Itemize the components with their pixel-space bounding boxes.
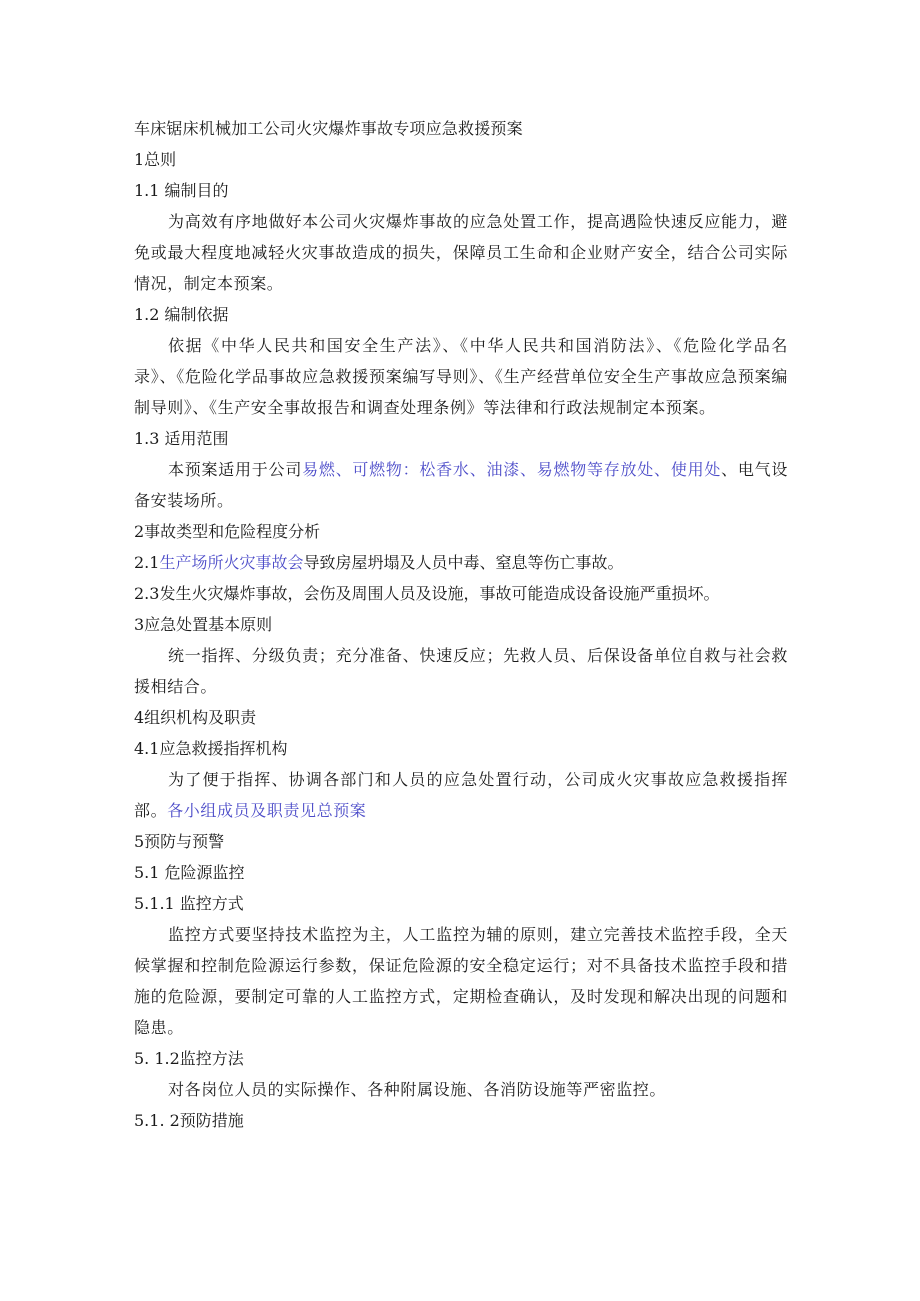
section-5-1-heading: 5.1 危险源监控	[134, 863, 245, 882]
item-2-3: 2.3发生火灾爆炸事故，会伤及周围人员及设施，事故可能造成设备设施严重损坏。	[134, 584, 720, 603]
section-2-heading: 2事故类型和危险程度分析	[134, 522, 321, 541]
scope-hazard-link[interactable]: 易燃、可燃物：松香水、油漆、易燃物等存放处、使用处	[302, 460, 722, 479]
section-3-heading: 3应急处置基本原则	[134, 615, 273, 634]
section-4-1-paragraph	[134, 764, 788, 826]
scope-text-suffix: 、电气设备安装场所。	[134, 460, 788, 510]
item-2-1-text: 导致房屋坍塌及人员中毒、窒息等伤亡事故。	[303, 553, 624, 572]
section-5-1-1-paragraph: 监控方式要坚持技术监控为主，人工监控为辅的原则，建立完善技术监控手段，全天候掌握和控制危险源运行参数，保证危险源的安全稳定运行；对不具备技术监控手段和措施的危险源，要制定可靠的人工监控方式，定期检查确认，及时发现和解决出现的问题和隐患。	[134, 925, 788, 1037]
team-members-link[interactable]: 各小组成员及职责见总预案	[167, 801, 367, 820]
section-5-1-2b-heading: 5.1. 2预防措施	[134, 1111, 244, 1130]
section-5-1-2-heading: 5. 1.2监控方法	[134, 1049, 244, 1068]
document-title: 车床锯床机械加工公司火灾爆炸事故专项应急救援预案	[134, 119, 523, 138]
section-1-3-paragraph	[134, 454, 788, 516]
section-4-1-heading: 4.1应急救援指挥机构	[134, 739, 288, 758]
section-3-paragraph: 统一指挥、分级负责；充分准备、快速反应；先救人员、后保设备单位自救与社会救援相结合。	[134, 646, 788, 696]
section-1-2-heading: 1.2 编制依据	[134, 305, 229, 324]
document-page	[134, 113, 788, 1136]
section-1-1-heading: 1.1 编制目的	[134, 181, 229, 200]
section-4-heading: 4组织机构及职责	[134, 708, 257, 727]
section-5-heading: 5预防与预警	[134, 832, 225, 851]
section-1-2-paragraph: 依据《中华人民共和国安全生产法》、《中华人民共和国消防法》、《危险化学品名录》、《危险化学品事故应急救援预案编写导则》、《生产经营单位安全生产事故应急预案编制导则》、《生产安全事故报告和调查处理条例》等法律和行政法规制定本预案。	[134, 336, 788, 417]
section-4-1-text: 为了便于指挥、协调各部门和人员的应急处置行动，公司成火灾事故应急救援指挥部。	[134, 770, 788, 820]
section-5-1-2-paragraph: 对各岗位人员的实际操作、各种附属设施、各消防设施等严密监控。	[168, 1080, 667, 1099]
scope-text-prefix: 本预案适用于公司	[168, 460, 303, 479]
section-1-3-heading: 1.3 适用范围	[134, 429, 229, 448]
item-2-1	[134, 547, 788, 578]
section-1-heading: 1总则	[134, 150, 177, 169]
section-5-1-1-heading: 5.1.1 监控方式	[134, 894, 244, 913]
section-1-1-paragraph: 为高效有序地做好本公司火灾爆炸事故的应急处置工作，提高遇险快速反应能力，避免或最大程度地减轻火灾事故造成的损失，保障员工生命和企业财产安全，结合公司实际情况，制定本预案。	[134, 212, 788, 293]
item-2-1-number: 2.1	[134, 553, 160, 572]
fire-accident-link[interactable]: 生产场所火灾事故会	[159, 553, 304, 572]
